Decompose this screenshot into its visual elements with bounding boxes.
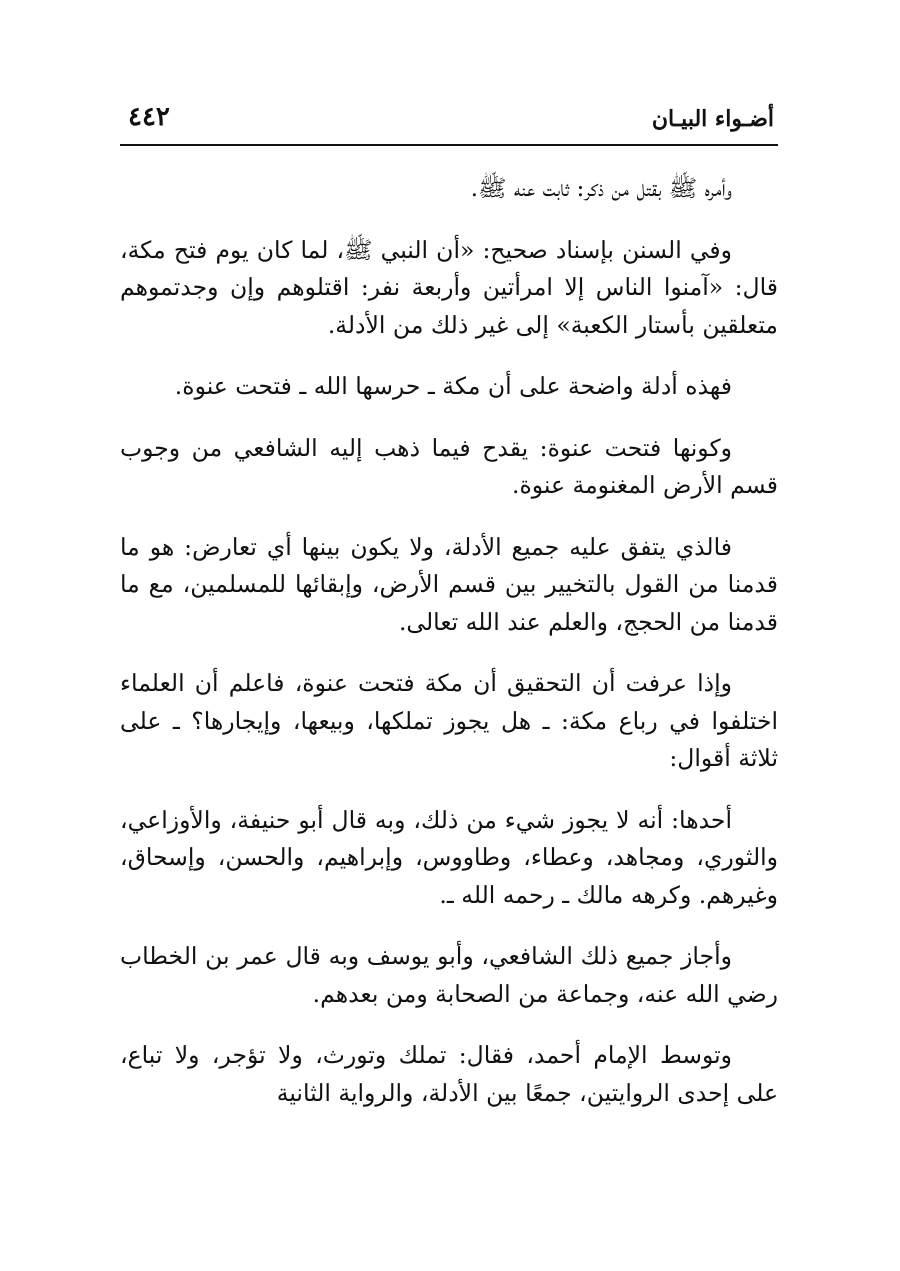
paragraph: وأجاز جميع ذلك الشافعي، وأبو يوسف وبه قال عمر بن الخطاب رضي الله عنه، وجماعة من الصحابة ومن بعدهم. — [120, 942, 778, 1008]
paragraph: وأمره ﷺ بقتل من ذكر: ثابت عنه ﷺ. — [470, 174, 732, 202]
paragraph: أحدها: أنه لا يجوز شيء من ذلك، وبه قال أبو حنيفة، والأوزاعي، والثوري، ومجاهد، وعطاء، وطاووس، وإبراهيم، والحسن، وإسحاق، وغيرهم. وكرهه مالك ـ رحمه الله ـ. — [120, 805, 778, 909]
paragraph: وتوسط الإمام أحمد، فقال: تملك وتورث، ولا تؤجر، ولا تباع، على إحدى الروايتين، جمعًا بين الأدلة، والرواية الثانية — [120, 1041, 778, 1107]
paragraph: فالذي يتفق عليه جميع الأدلة، ولا يكون بينها أي تعارض: هو ما قدمنا من القول بالتخيير بين قسم الأرض، وإبقائها للمسلمين، مع ما قدمنا من الحجج، والعلم عند الله تعالى. — [120, 532, 778, 636]
paragraph: وإذا عرفت أن التحقيق أن مكة فتحت عنوة، فاعلم أن العلماء اختلفوا في رباع مكة: ـ هل يجوز تملكها، وبيعها، وإيجارها؟ ـ على ثلاثة أقوال: — [120, 669, 778, 772]
paragraph: وفي السنن بإسناد صحيح: «أن النبي ﷺ، لما كان يوم فتح مكة، قال: «آمنوا الناس إلا امرأتين وأربعة نفر: اقتلوهم وإن وجدتموهم متعلقين بأستار الكعبة» إلى غير ذلك من الأدلة. — [120, 235, 778, 339]
paragraph: وكونها فتحت عنوة: يقدح فيما ذهب إليه الشافعي من وجوب قسم الأرض المغنومة عنوة. — [120, 433, 778, 499]
book-page — [120, 100, 778, 1136]
running-title: أضـواء البيـان — [651, 106, 774, 132]
page-body — [120, 170, 778, 1112]
page-header — [120, 100, 778, 146]
page-number: ٤٤٢ — [128, 102, 170, 132]
paragraph: فهذه أدلة واضحة على أن مكة ـ حرسها الله ـ فتحت عنوة. — [174, 372, 732, 400]
